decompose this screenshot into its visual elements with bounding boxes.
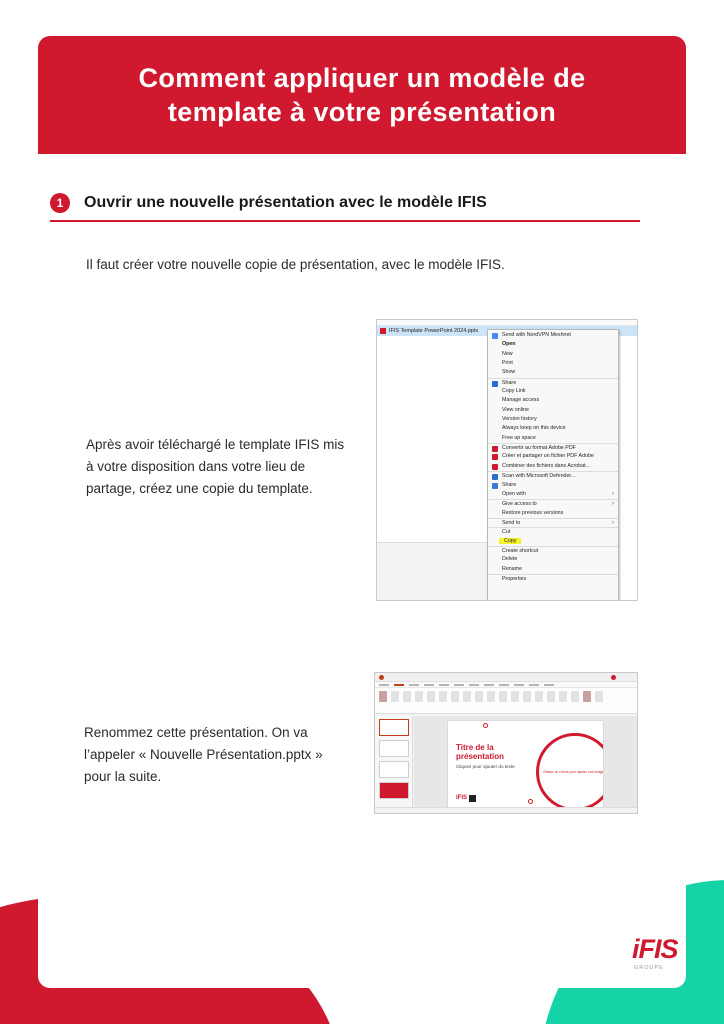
acrobat-icon <box>492 464 498 470</box>
slide-thumbnail <box>379 740 409 757</box>
context-menu-item[interactable] <box>488 415 618 424</box>
onedrive-icon <box>492 381 498 387</box>
slide-thumbnails-pane <box>375 716 413 807</box>
context-menu-item-label: Scan with Microsoft Defender... <box>502 473 576 480</box>
context-menu-item-label: New <box>502 350 513 357</box>
explorer-context-menu-screenshot <box>376 319 638 601</box>
powerpoint-workspace <box>375 716 638 807</box>
context-menu-item[interactable] <box>488 378 618 387</box>
context-menu-item[interactable] <box>488 546 618 555</box>
decorative-dot <box>483 723 488 728</box>
defender-icon <box>492 474 498 480</box>
context-menu <box>487 329 619 601</box>
context-menu-item[interactable] <box>488 499 618 508</box>
powerpoint-file-icon <box>380 328 386 334</box>
context-menu-item[interactable] <box>488 490 618 499</box>
context-menu-item[interactable] <box>488 350 618 359</box>
context-menu-item-label: Always keep on this device <box>502 425 566 432</box>
context-menu-item[interactable] <box>488 509 618 518</box>
context-menu-item[interactable] <box>488 481 618 490</box>
context-menu-item-label: Share <box>502 379 517 386</box>
context-menu-item-label: Restore previous versions <box>502 509 564 516</box>
context-menu-item-label: Properties <box>502 575 527 582</box>
ifis-groupe-logo <box>628 934 678 978</box>
context-menu-item-label: Cut <box>502 529 511 536</box>
chevron-right-icon: › <box>612 490 614 497</box>
context-menu-item-label: Manage access <box>502 397 540 404</box>
slide-logo: iFIS <box>456 795 468 801</box>
context-menu-item-label: Combiner des fichiers dans Acrobat... <box>502 462 591 469</box>
context-menu-item[interactable] <box>488 537 618 546</box>
slide-thumbnail <box>379 761 409 778</box>
adobe-pdf-icon <box>492 454 498 460</box>
context-menu-item-label: Rename <box>502 565 523 572</box>
context-menu-item-label: Send to <box>502 519 521 526</box>
content-card <box>38 36 686 988</box>
explorer-empty-area <box>377 542 487 601</box>
share-icon <box>492 483 498 489</box>
page-title: Comment appliquer un modèle de template à votre présentation <box>138 63 586 127</box>
chevron-right-icon: › <box>612 519 614 526</box>
context-menu-item[interactable] <box>488 527 618 536</box>
context-menu-item-label: Copy <box>499 538 521 544</box>
context-menu-item[interactable] <box>488 555 618 564</box>
slide-preview <box>448 721 603 809</box>
context-menu-item[interactable] <box>488 574 618 583</box>
logo-subtitle: GROUPE <box>634 965 664 971</box>
copy-instructions-paragraph: Après avoir téléchargé le template IFIS mis à votre disposition dans votre lieu de partage, créez une copie du template. <box>86 437 345 496</box>
context-menu-item-label: View online <box>502 406 529 413</box>
context-menu-item[interactable] <box>488 368 618 377</box>
context-menu-item-label: Send with NordVPN Meshnet <box>502 332 571 338</box>
slide-subtitle: Cliquez pour ajouter du texte <box>456 764 515 769</box>
rename-instructions-paragraph: Renommez cette présentation. On va l’appeler « Nouvelle Présentation.pptx » pour la suite. <box>84 725 323 784</box>
decorative-dot <box>528 799 533 804</box>
context-menu-item-label: Create shortcut <box>502 547 539 554</box>
context-menu-item-label: Give access to <box>502 501 537 508</box>
powerpoint-status-bar <box>375 807 638 814</box>
context-menu-item-label: Version history <box>502 416 537 423</box>
powerpoint-ribbon <box>375 688 637 714</box>
context-menu-item-label: Créer et partager un fichier PDF Adobe <box>502 453 594 460</box>
powerpoint-app-icon <box>379 675 384 680</box>
file-name: IFIS Template PowerPoint 2024.pptx <box>389 328 479 334</box>
context-menu-item-label: Open with <box>502 490 526 497</box>
context-menu-item[interactable] <box>488 396 618 405</box>
context-menu-item-label: Convertir au format Adobe PDF <box>502 445 576 452</box>
user-avatar-icon <box>611 675 616 680</box>
context-menu-item[interactable] <box>488 434 618 443</box>
context-menu-item-label: Print <box>502 360 513 367</box>
adobe-pdf-icon <box>492 446 498 452</box>
context-menu-item[interactable] <box>488 340 618 349</box>
context-menu-item-label: Free up space <box>502 434 536 441</box>
chevron-right-icon: › <box>612 501 614 508</box>
nordvpn-icon <box>492 333 498 339</box>
context-menu-item[interactable] <box>488 387 618 396</box>
context-menu-item-label: Share <box>502 481 517 488</box>
header-banner <box>38 36 686 154</box>
context-menu-item[interactable] <box>488 331 618 340</box>
context-menu-item[interactable] <box>488 406 618 415</box>
context-menu-item[interactable] <box>488 443 618 452</box>
context-menu-item[interactable] <box>488 518 618 527</box>
context-menu-item[interactable] <box>488 462 618 471</box>
context-menu-item[interactable] <box>488 452 618 461</box>
context-menu-item-label: Delete <box>502 556 518 563</box>
powerpoint-title-bar <box>375 673 637 682</box>
context-menu-item-label: Open <box>502 341 516 348</box>
slide-title: Titre de la présentation <box>456 743 505 761</box>
slide-thumbnail <box>379 719 409 736</box>
context-menu-item[interactable] <box>488 471 618 480</box>
context-menu-item-label: Copy Link <box>502 388 526 395</box>
context-menu-item-label: Show <box>502 369 516 376</box>
slide-editor-area <box>414 716 638 807</box>
step-title: Ouvrir une nouvelle présentation avec le modèle IFIS <box>84 194 487 211</box>
logo-wordmark: iFIS <box>632 934 678 964</box>
intro-paragraph: Il faut créer votre nouvelle copie de présentation, avec le modèle IFIS. <box>86 257 505 272</box>
step-number-badge: 1 <box>50 193 70 213</box>
step-heading <box>50 192 640 222</box>
context-menu-item[interactable] <box>488 359 618 368</box>
image-placeholder-text: Glissez ou l'icône pour ajouter une image <box>543 770 603 774</box>
slide-thumbnail <box>379 782 409 799</box>
powerpoint-window-screenshot <box>374 672 638 814</box>
slide-logo-square <box>469 795 476 802</box>
context-menu-item[interactable] <box>488 424 618 433</box>
context-menu-item[interactable] <box>488 565 618 574</box>
